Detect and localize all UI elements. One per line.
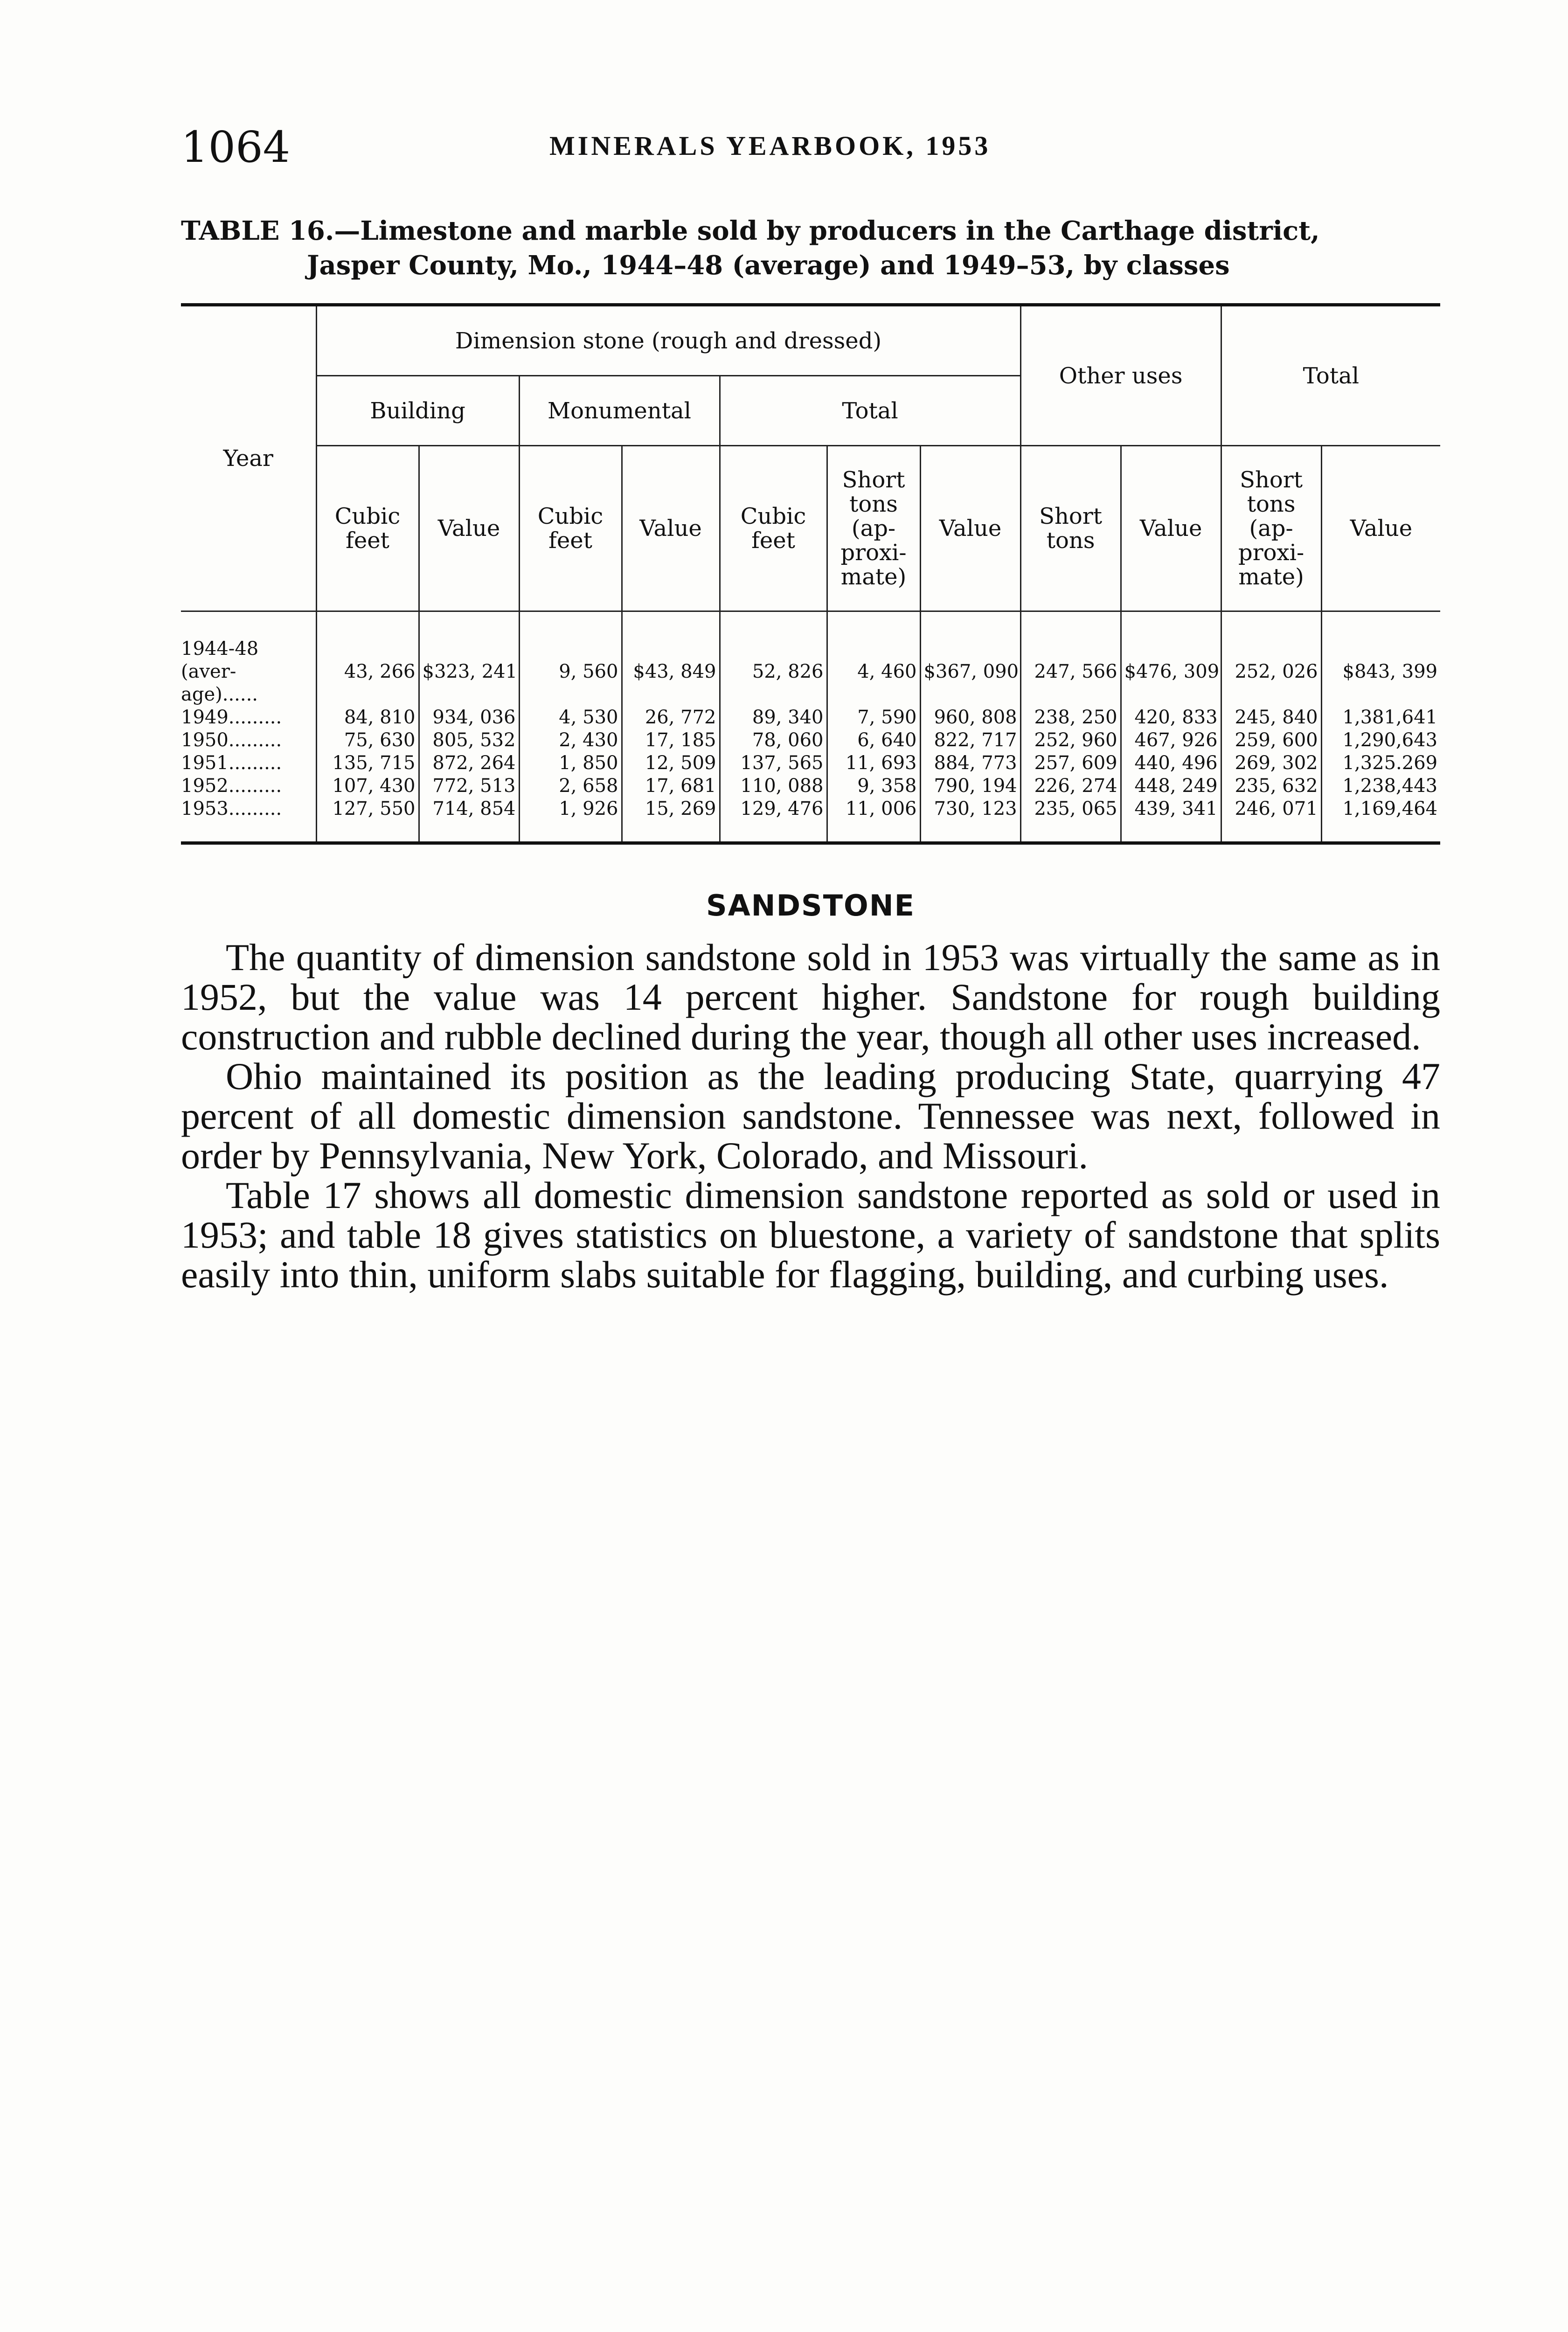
cell-dimension-cubic-feet: 52, 826 [720, 638, 827, 706]
cell-monumental-cubic-feet: 1, 850 [519, 752, 622, 775]
cell-other-value: 420, 833 [1121, 706, 1221, 729]
table-caption-line-2: Jasper County, Mo., 1944–48 (average) and 1949–53, by classes [307, 250, 1230, 281]
cell-total-short-tons: 269, 302 [1221, 752, 1321, 775]
cell-other-short-tons: 235, 065 [1020, 798, 1121, 843]
cell-monumental-cubic-feet: 2, 658 [519, 775, 622, 798]
cell-building-cubic-feet: 127, 550 [316, 798, 419, 843]
cell-dimension-short-tons: 9, 358 [827, 775, 920, 798]
cell-year: 1951......... [181, 752, 282, 774]
cell-building-value: 714, 854 [419, 798, 519, 843]
cell-dimension-short-tons: 11, 006 [827, 798, 920, 843]
running-title: MINERALS YEARBOOK, 1953 [549, 131, 991, 161]
header-monumental-cubic-feet: Cubic feet [519, 446, 622, 611]
cell-dimension-cubic-feet: 129, 476 [720, 798, 827, 843]
cell-monumental-cubic-feet: 2, 430 [519, 729, 622, 752]
cell-building-cubic-feet: 107, 430 [316, 775, 419, 798]
cell-other-value: 439, 341 [1121, 798, 1221, 843]
cell-dimension-cubic-feet: 110, 088 [720, 775, 827, 798]
cell-monumental-cubic-feet: 4, 530 [519, 706, 622, 729]
cell-other-short-tons: 238, 250 [1020, 706, 1121, 729]
table-spacer-row [181, 611, 1440, 638]
cell-total-value: 1,169,464 [1321, 798, 1440, 843]
cell-total-value: 1,238,443 [1321, 775, 1440, 798]
cell-other-value: 448, 249 [1121, 775, 1221, 798]
cell-building-cubic-feet: 135, 715 [316, 752, 419, 775]
cell-dimension-value: $367, 090 [920, 638, 1020, 706]
cell-year: 1952......... [181, 775, 282, 797]
header-year: Year [181, 305, 316, 611]
cell-dimension-short-tons: 6, 640 [827, 729, 920, 752]
cell-building-value: $323, 241 [419, 638, 519, 706]
cell-building-cubic-feet: 43, 266 [316, 638, 419, 706]
table-caption [181, 214, 1440, 283]
cell-dimension-value: 960, 808 [920, 706, 1020, 729]
paragraph: Table 17 shows all domestic dimension sandstone reported as sold or used in 1953; and table 18 gives statistics on bluestone, a variety of sandstone that splits easily into thin, uniform slabs suitable for flagging, building, and curbing uses. [181, 1174, 1440, 1296]
cell-total-short-tons: 245, 840 [1221, 706, 1321, 729]
cell-building-cubic-feet: 75, 630 [316, 729, 419, 752]
cell-total-short-tons: 252, 026 [1221, 638, 1321, 706]
cell-building-value: 805, 532 [419, 729, 519, 752]
cell-dimension-cubic-feet: 78, 060 [720, 729, 827, 752]
cell-building-cubic-feet: 84, 810 [316, 706, 419, 729]
cell-total-value: 1,325.269 [1321, 752, 1440, 775]
section-heading: SANDSTONE [706, 888, 915, 923]
header-dimension-value: Value [920, 446, 1020, 611]
cell-dimension-short-tons: 11, 693 [827, 752, 920, 775]
cell-total-value: 1,381,641 [1321, 706, 1440, 729]
table-row [181, 729, 1440, 752]
header-other-value: Value [1121, 446, 1221, 611]
cell-building-value: 934, 036 [419, 706, 519, 729]
cell-monumental-value: 17, 681 [622, 775, 720, 798]
header-dimension-short-tons: Short tons (ap- proxi- mate) [827, 446, 920, 611]
cell-building-value: 772, 513 [419, 775, 519, 798]
table-row [181, 752, 1440, 775]
cell-other-value: 467, 926 [1121, 729, 1221, 752]
cell-monumental-cubic-feet: 1, 926 [519, 798, 622, 843]
cell-monumental-value: 15, 269 [622, 798, 720, 843]
cell-year: 1944-48 (aver- age)...... [181, 638, 259, 705]
cell-monumental-value: $43, 849 [622, 638, 720, 706]
header-total-value: Value [1321, 446, 1440, 611]
header-other-uses: Other uses [1020, 305, 1221, 446]
data-table [181, 303, 1440, 845]
cell-monumental-cubic-feet: 9, 560 [519, 638, 622, 706]
cell-other-short-tons: 257, 609 [1020, 752, 1121, 775]
cell-dimension-value: 790, 194 [920, 775, 1020, 798]
cell-monumental-value: 12, 509 [622, 752, 720, 775]
cell-other-short-tons: 252, 960 [1020, 729, 1121, 752]
header-building: Building [316, 376, 519, 446]
header-monumental-value: Value [622, 446, 720, 611]
cell-other-value: 440, 496 [1121, 752, 1221, 775]
header-dimension-total: Total [720, 376, 1020, 446]
cell-dimension-cubic-feet: 89, 340 [720, 706, 827, 729]
table-caption-line-1: TABLE 16.—Limestone and marble sold by producers in the Carthage district, [181, 215, 1320, 246]
cell-total-short-tons: 259, 600 [1221, 729, 1321, 752]
table-row [181, 798, 1440, 843]
cell-dimension-value: 730, 123 [920, 798, 1020, 843]
header-total: Total [1221, 305, 1440, 446]
cell-dimension-short-tons: 4, 460 [827, 638, 920, 706]
cell-total-short-tons: 246, 071 [1221, 798, 1321, 843]
page-number: 1064 [181, 122, 291, 172]
section-body [181, 937, 1440, 1294]
cell-monumental-value: 26, 772 [622, 706, 720, 729]
cell-building-value: 872, 264 [419, 752, 519, 775]
cell-year: 1949......... [181, 707, 282, 728]
cell-total-value: 1,290,643 [1321, 729, 1440, 752]
table-row [181, 638, 1440, 706]
cell-dimension-cubic-feet: 137, 565 [720, 752, 827, 775]
header-total-short-tons: Short tons (ap- proxi- mate) [1221, 446, 1321, 611]
cell-other-value: $476, 309 [1121, 638, 1221, 706]
cell-monumental-value: 17, 185 [622, 729, 720, 752]
cell-year: 1953......... [181, 798, 316, 843]
cell-total-value: $843, 399 [1321, 638, 1440, 706]
cell-year: 1950......... [181, 729, 282, 751]
paragraph: Ohio maintained its position as the leading producing State, quarrying 47 percent of all domestic dimension sandstone. Tennessee was next, followed in order by Pennsylvania, New York, Colorado, and Missouri. [181, 1055, 1440, 1177]
cell-total-short-tons: 235, 632 [1221, 775, 1321, 798]
paragraph: The quantity of dimension sandstone sold in 1953 was virtually the same as in 1952, but the value was 14 percent higher. Sandstone for rough building construction and rubble declined during the year, though all other uses increased. [181, 936, 1440, 1058]
cell-dimension-value: 884, 773 [920, 752, 1020, 775]
header-building-value: Value [419, 446, 519, 611]
header-building-cubic-feet: Cubic feet [316, 446, 419, 611]
cell-dimension-value: 822, 717 [920, 729, 1020, 752]
table-16 [181, 303, 1440, 845]
table-row [181, 775, 1440, 798]
header-dimension-cubic-feet: Cubic feet [720, 446, 827, 611]
cell-other-short-tons: 247, 566 [1020, 638, 1121, 706]
cell-other-short-tons: 226, 274 [1020, 775, 1121, 798]
header-dimension-stone: Dimension stone (rough and dressed) [316, 305, 1020, 376]
header-other-short-tons: Short tons [1020, 446, 1121, 611]
header-monumental: Monumental [519, 376, 720, 446]
cell-dimension-short-tons: 7, 590 [827, 706, 920, 729]
table-row [181, 706, 1440, 729]
